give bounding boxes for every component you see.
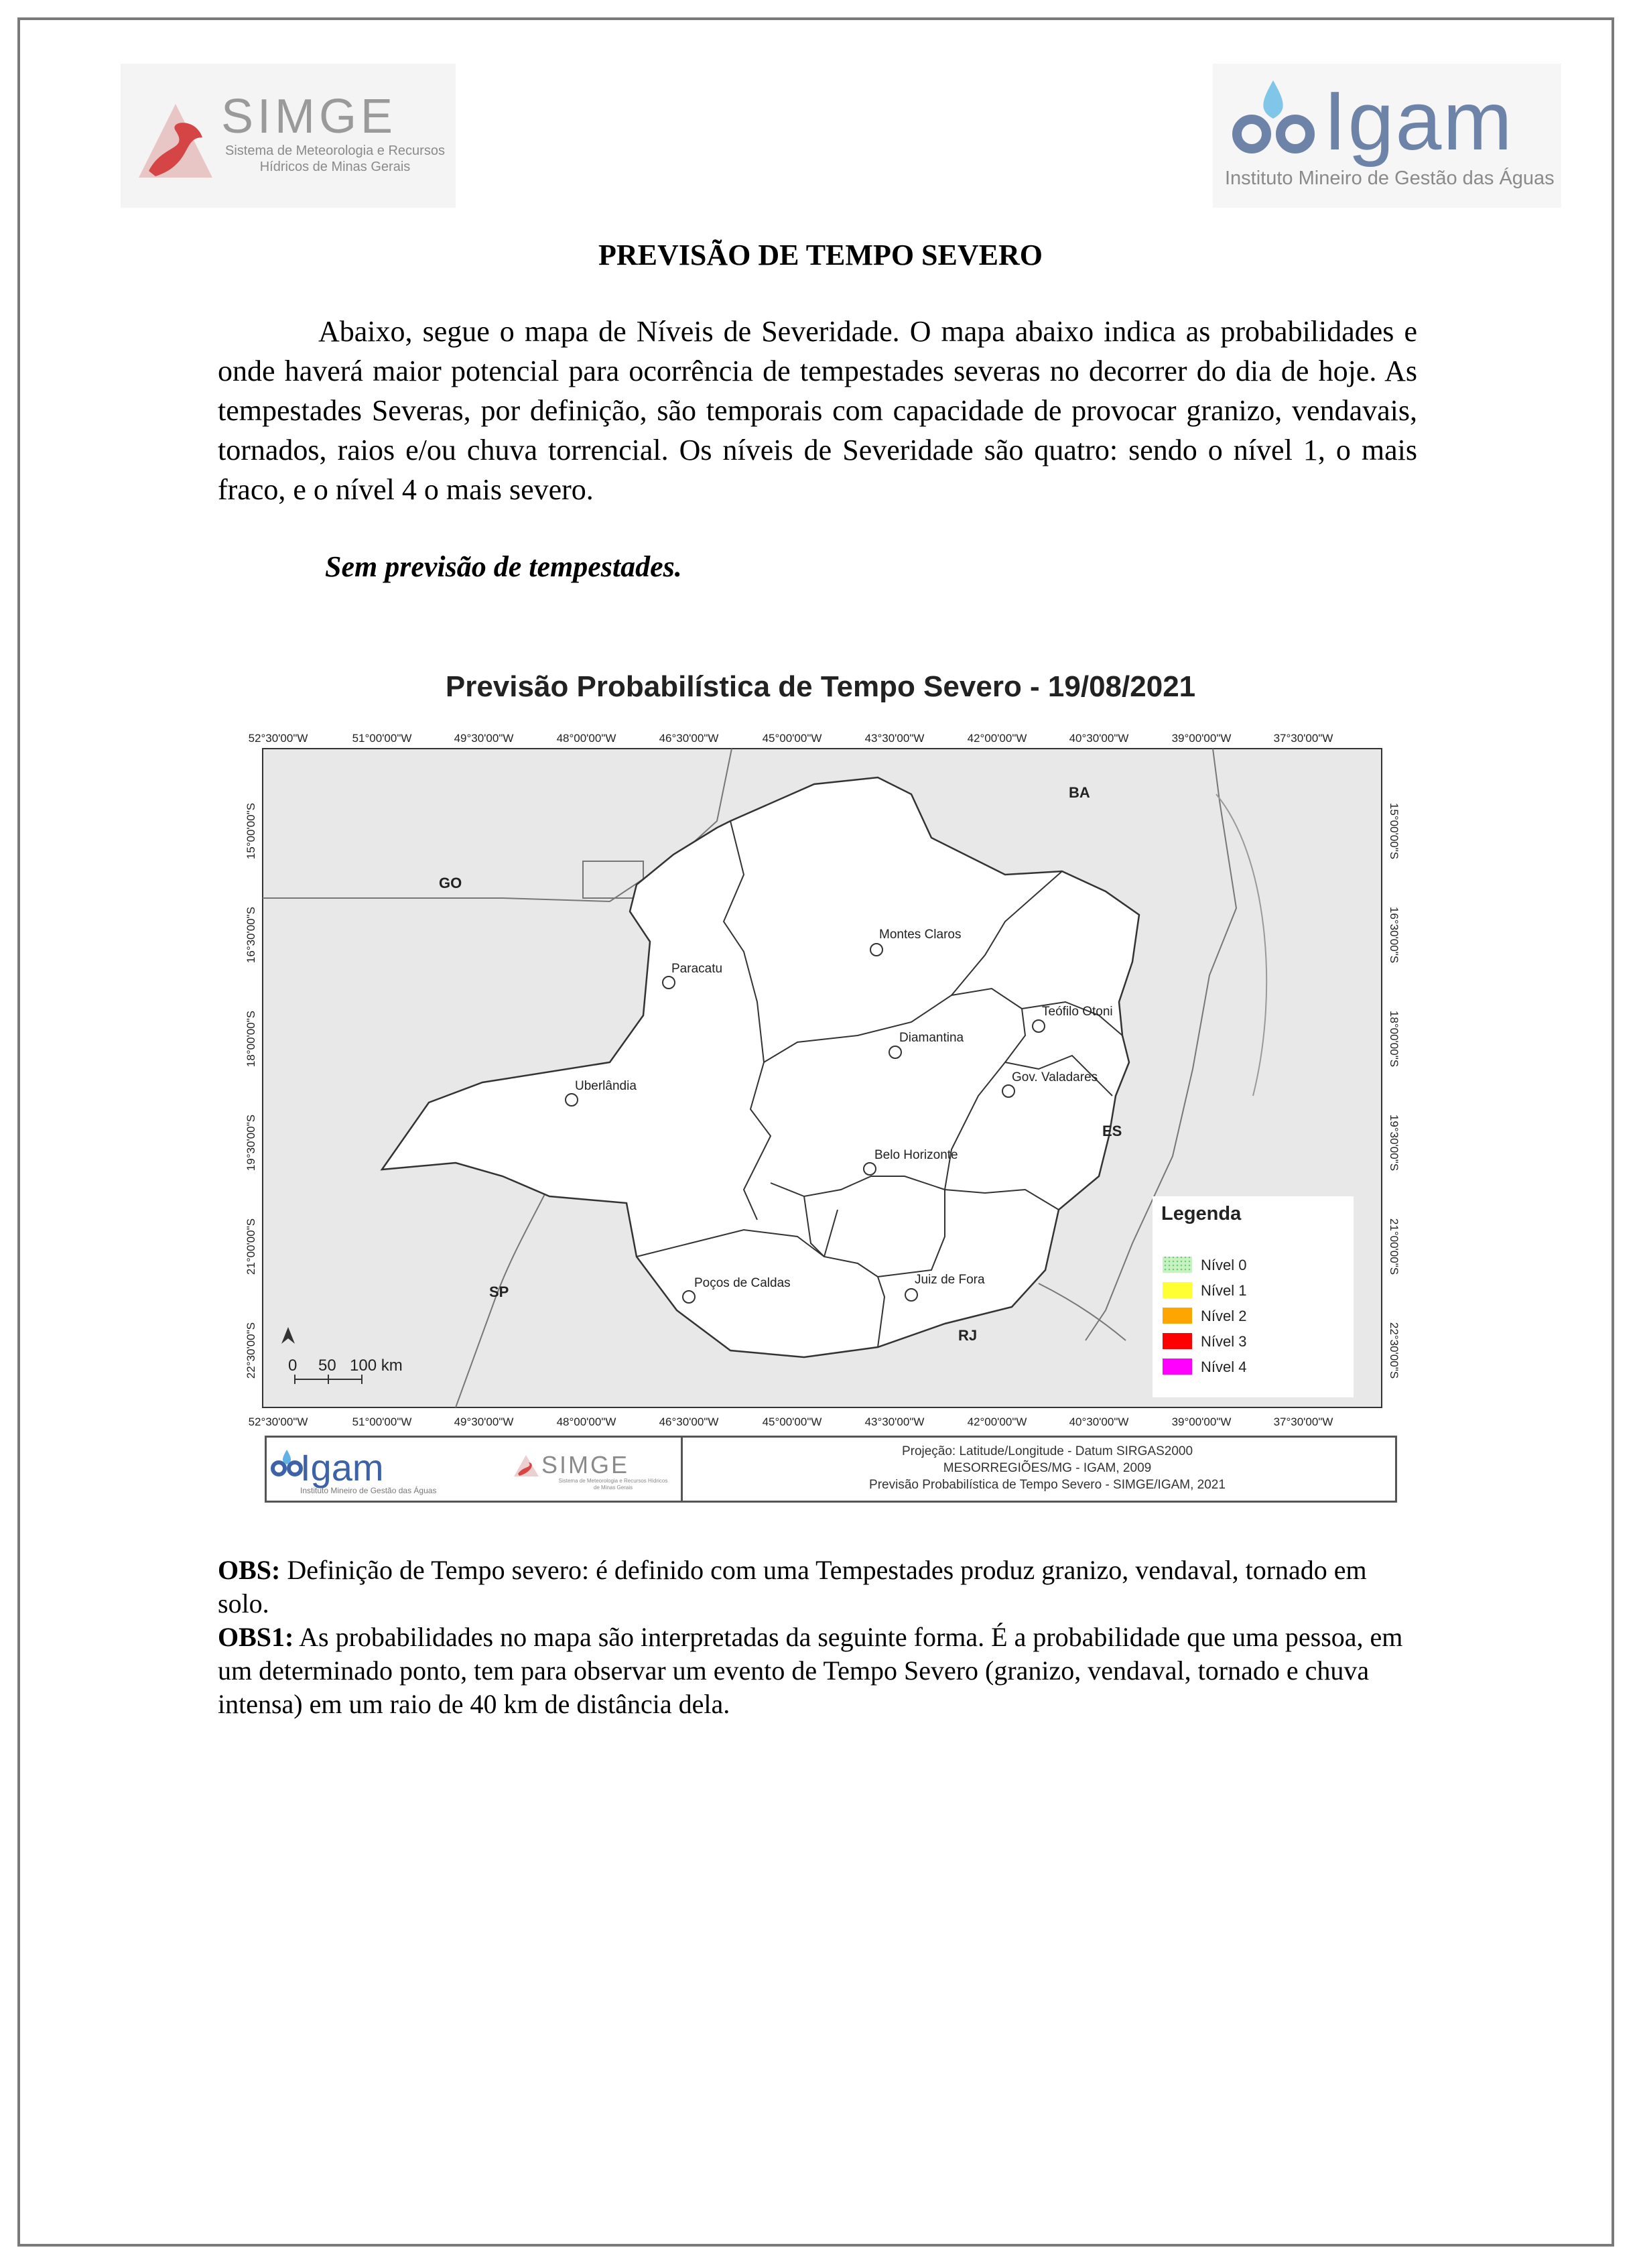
- intro-paragraph: Abaixo, segue o mapa de Níveis de Severidade. O mapa abaixo indica as probabilidades e onde haverá maior potencial para ocorrência de tempestades severas no decorrer do dia de hoje. As tempestades Severas, por definição, são temporais com capacidade de provocar granizo, vendavais, tornados, raios e/ou chuva torrencial. Os níveis de Severidade são quatro: sendo o nível 1, o mais fraco, e o nível 4 o mais severo.: [218, 315, 1417, 506]
- legend-swatch-2: [1163, 1308, 1192, 1324]
- observations: [218, 1554, 1424, 1721]
- map-footer: [265, 1436, 1397, 1503]
- footer-igam-subtitle: Instituto Mineiro de Gestão das Águas: [300, 1486, 437, 1495]
- scale-label-50: 50: [318, 1357, 336, 1375]
- footer-simge-subtitle: Sistema de Meteorologia e Recursos Hídricos de Minas Gerais: [558, 1478, 668, 1491]
- map-legend: [1153, 1196, 1354, 1397]
- lon-label: 39°00'00"W: [1171, 732, 1232, 745]
- legend-label-3: Nível 3: [1201, 1333, 1247, 1350]
- obs-text: Definição de Tempo severo: é definido com uma Tempestades produz granizo, vendaval, tornado em solo.: [218, 1555, 1367, 1619]
- lon-label: 45°00'00"W: [762, 1415, 822, 1428]
- legend-label-2: Nível 2: [1201, 1308, 1247, 1324]
- legend-swatch-0: [1163, 1257, 1192, 1273]
- city-marker: [1002, 1085, 1014, 1097]
- lon-label: 40°30'00"W: [1069, 1415, 1129, 1428]
- lon-label: 43°30'00"W: [864, 732, 925, 745]
- city-marker: [870, 944, 882, 956]
- state-label-rj: RJ: [958, 1327, 978, 1344]
- city-label-gov-valadares: Gov. Valadares: [1012, 1070, 1098, 1084]
- city-marker: [864, 1163, 876, 1175]
- lon-label: 40°30'00"W: [1069, 732, 1129, 745]
- lon-labels-top: [249, 732, 1333, 745]
- lon-label: 37°30'00"W: [1273, 1415, 1333, 1428]
- lat-label: 16°30'00"S: [245, 906, 257, 964]
- lon-label: 37°30'00"W: [1273, 732, 1333, 745]
- lon-labels-bottom: [249, 1415, 1333, 1428]
- lat-labels-left: [245, 803, 257, 1379]
- lon-label: 42°00'00"W: [967, 1415, 1027, 1428]
- footer-simge-name: SIMGE: [541, 1451, 630, 1478]
- obs1-label: OBS1:: [218, 1622, 294, 1652]
- footer-divider: [681, 1438, 683, 1501]
- city-label-uberlandia: Uberlândia: [575, 1079, 637, 1093]
- igam-logo: [1213, 64, 1561, 208]
- lat-label: 18°00'00"S: [245, 1010, 257, 1068]
- lon-label: 48°00'00"W: [556, 1415, 616, 1428]
- lat-labels-right: [1388, 803, 1400, 1379]
- credit-forecast: Previsão Probabilística de Tempo Severo - SIMGE/IGAM, 2021: [869, 1478, 1226, 1492]
- document-title: PREVISÃO DE TEMPO SEVERO: [598, 239, 1043, 271]
- lat-label: 21°00'00"S: [1388, 1218, 1400, 1275]
- scale-label-100: 100 km: [350, 1357, 403, 1375]
- lon-label: 46°30'00"W: [659, 1415, 719, 1428]
- igam-name: Igam: [1323, 75, 1514, 168]
- lat-label: 19°30'00"S: [245, 1114, 257, 1172]
- simge-name: SIMGE: [221, 90, 397, 143]
- footer-igam-name: Igam: [300, 1446, 384, 1489]
- lat-label: 22°30'00"S: [1388, 1322, 1400, 1379]
- legend-swatch-3: [1163, 1333, 1192, 1349]
- lon-label: 49°30'00"W: [454, 732, 514, 745]
- city-label-belo-horizonte: Belo Horizonte: [874, 1148, 958, 1162]
- lon-label: 45°00'00"W: [762, 732, 822, 745]
- city-marker: [905, 1289, 917, 1301]
- lon-label: 51°00'00"W: [352, 1415, 412, 1428]
- legend-label-0: Nível 0: [1201, 1257, 1247, 1273]
- city-label-pocos-de-caldas: Poços de Caldas: [694, 1276, 791, 1290]
- lat-label: 19°30'00"S: [1388, 1114, 1400, 1172]
- city-label-paracatu: Paracatu: [671, 962, 723, 976]
- lon-label: 48°00'00"W: [556, 732, 616, 745]
- state-label-go: GO: [439, 875, 462, 891]
- lon-label: 43°30'00"W: [864, 1415, 925, 1428]
- legend-label-1: Nível 1: [1201, 1282, 1247, 1299]
- city-label-teofilo-otoni: Teófilo Otoni: [1042, 1005, 1113, 1019]
- city-marker: [566, 1094, 578, 1106]
- lon-label: 51°00'00"W: [352, 732, 412, 745]
- lat-label: 21°00'00"S: [245, 1218, 257, 1275]
- footer-credits: [702, 1443, 1392, 1493]
- obs1-text: As probabilidades no mapa são interpretadas da seguinte forma. É a probabilidade que uma pessoa, em um determinado ponto, tem para observar um evento de Tempo Severo (granizo, vendaval, tornado e chuva intensa) em um raio de 40 km de distância dela.: [218, 1622, 1403, 1719]
- credit-mesoregions: MESORREGIÕES/MG - IGAM, 2009: [943, 1461, 1152, 1475]
- city-label-diamantina: Diamantina: [899, 1031, 964, 1045]
- footer-simge-icon: [511, 1452, 541, 1479]
- legend-label-4: Nível 4: [1201, 1359, 1247, 1375]
- lat-label: 22°30'00"S: [245, 1322, 257, 1379]
- map-title: Previsão Probabilística de Tempo Severo - 19/08/2021: [445, 670, 1196, 703]
- lon-label: 46°30'00"W: [659, 732, 719, 745]
- credit-projection: Projeção: Latitude/Longitude - Datum SIRGAS2000: [901, 1444, 1193, 1458]
- legend-swatch-4: [1163, 1359, 1192, 1375]
- legend-swatch-1: [1163, 1282, 1192, 1298]
- state-label-ba: BA: [1069, 784, 1090, 801]
- lon-label: 42°00'00"W: [967, 732, 1027, 745]
- igam-drops-icon: [1225, 77, 1325, 164]
- lon-label: 52°30'00"W: [248, 1415, 308, 1428]
- city-marker: [663, 976, 675, 989]
- lat-label: 15°00'00"S: [245, 802, 257, 860]
- city-marker: [1033, 1020, 1045, 1032]
- lon-label: 52°30'00"W: [248, 732, 308, 745]
- igam-subtitle: Instituto Mineiro de Gestão das Águas: [1225, 168, 1555, 189]
- scale-label-0: 0: [288, 1357, 298, 1375]
- city-marker: [683, 1291, 695, 1303]
- forecast-status: Sem previsão de tempestades.: [325, 550, 682, 583]
- obs-label: OBS:: [218, 1555, 281, 1585]
- city-marker: [889, 1046, 901, 1058]
- simge-mark-icon: [129, 90, 222, 191]
- legend-title: Legenda: [1161, 1203, 1242, 1224]
- city-label-juiz-de-fora: Juiz de Fora: [915, 1273, 985, 1287]
- simge-logo: [121, 64, 456, 208]
- lon-label: 49°30'00"W: [454, 1415, 514, 1428]
- lat-label: 18°00'00"S: [1388, 1010, 1400, 1068]
- simge-subtitle: Sistema de Meteorologia e Recursos Hídricos de Minas Gerais: [225, 143, 445, 174]
- city-label-montes-claros: Montes Claros: [879, 928, 962, 942]
- lat-label: 16°30'00"S: [1388, 906, 1400, 964]
- lat-label: 15°00'00"S: [1388, 802, 1400, 860]
- state-label-sp: SP: [489, 1283, 509, 1300]
- state-label-es: ES: [1102, 1123, 1122, 1139]
- severity-map: [235, 720, 1410, 1434]
- lon-label: 39°00'00"W: [1171, 1415, 1232, 1428]
